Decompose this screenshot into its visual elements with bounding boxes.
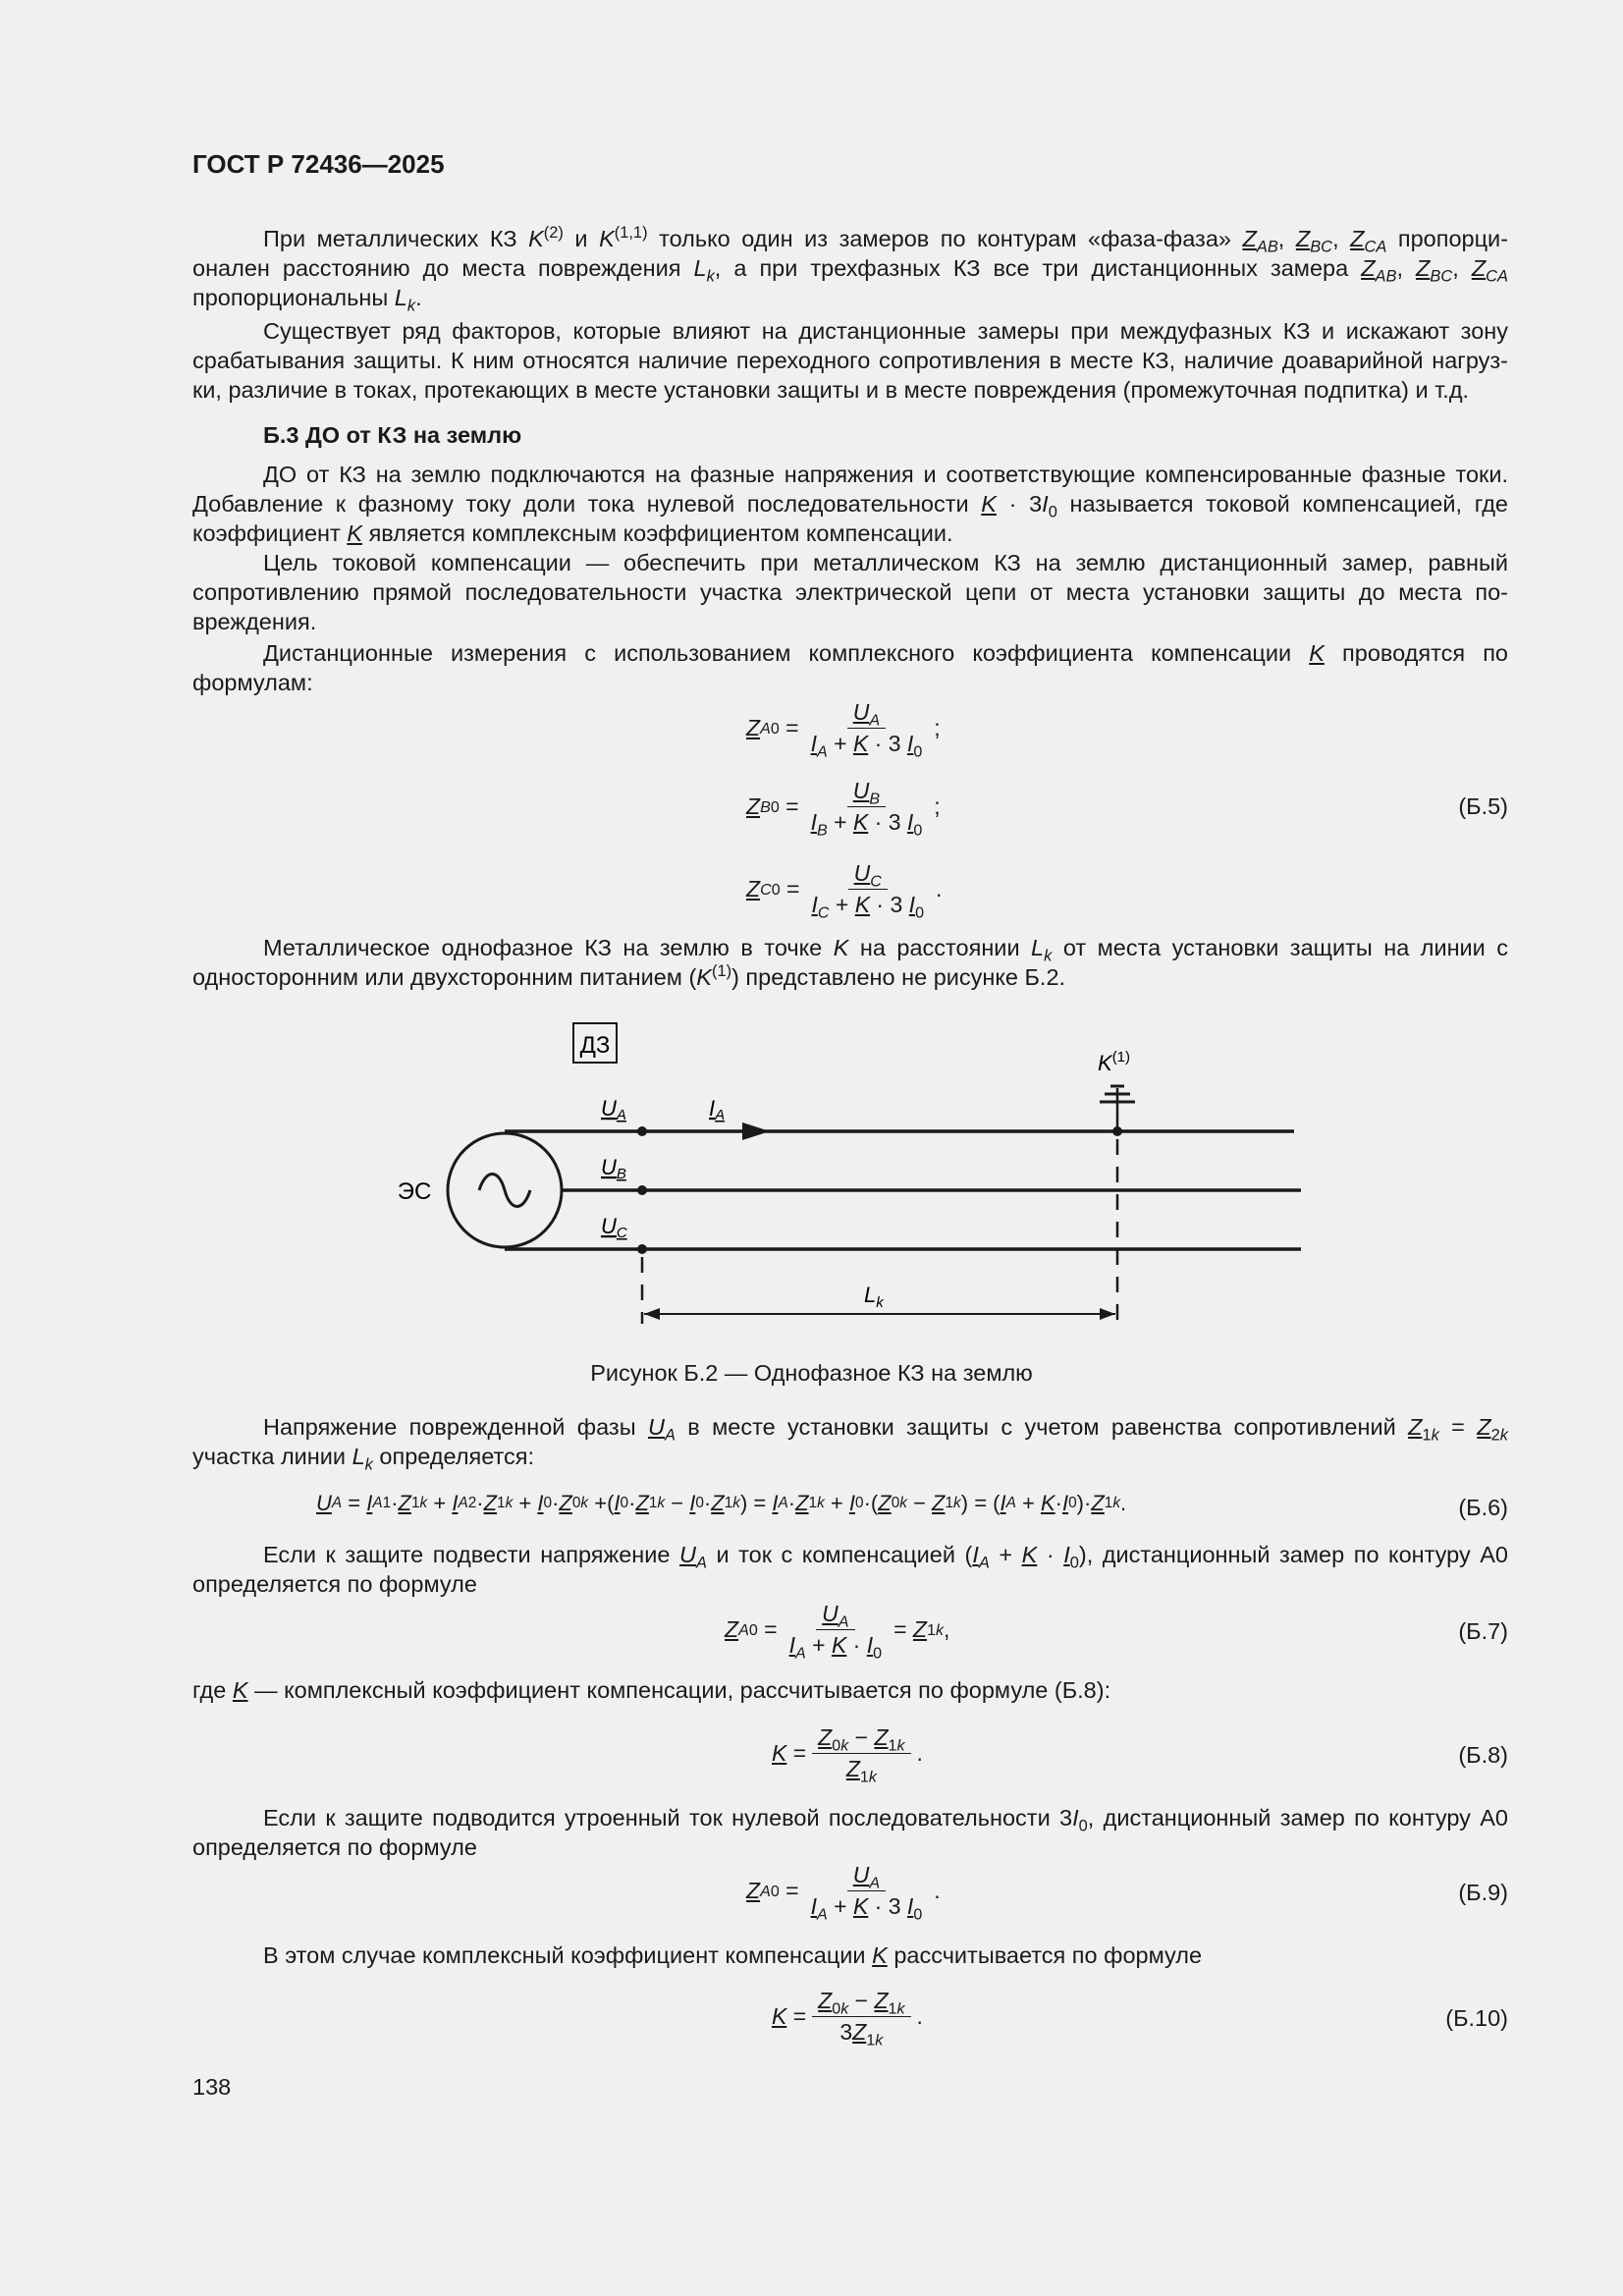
equation-k-3z: K = $\frac{Z_{0k} - Z_{1k}}{3Z_{1k}}$ . [772,1988,923,2050]
paragraph-1: При металлических КЗ $K^{(2)}$ и K$^{(1,1)}$ только один из замеров по контурам «фаза-фаза» $Z_{AB}$, $Z_{BC}$, $Z_{CA}$ пропорци- онален расстоянию до места повреждения $L_k$, а при трехфазных КЗ все три дистанционных замера $Z_{AB}$, $Z_{BC}$, $Z_{CA}$ пропорциональны $L_k$. [192,224,1509,315]
arrow-right-icon [1100,1308,1115,1320]
equation-za0-compensated: Z A 0 = $\frac{U_A}{I_A + K \cdot I_0}$ = Z 1k , [725,1601,950,1663]
current-arrow-icon [742,1122,770,1140]
equation-number: (Б.8) [1458,1742,1508,1768]
equation-za0-3i0: Z A 0 = $\frac{U_A}{I_A + K \cdot 3 I_0}$ . [746,1862,941,1924]
paragraph-5: Дистанционные измерения с использованием комплексного коэффициента компенсации K проводятся по формулам: [192,640,1508,695]
fault-label: $K^{(1)}$ [1098,1049,1131,1075]
ia-label: IA [709,1096,726,1123]
figure-caption: Рисунок Б.2 — Однофазное КЗ на землю [590,1360,1033,1386]
node-a [637,1126,647,1136]
figure-diagram [0,1011,1623,1355]
paragraph-3: ДО от КЗ на землю подключаются на фазные напряжения и соответствующие компенсированные фазные токи. Добавление к фазному току доли тока нулевой последовательности $K \cdot 3I_0$ называется токовой компенсацией, где коэффициент K является комплексным коэффициентом компенсации. [192,462,1508,546]
fault-node [1112,1126,1122,1136]
equation-number: (Б.5) [1458,793,1508,819]
box-label: ДЗ [579,1032,611,1059]
sine-icon [479,1175,530,1207]
source-label: ЭС [397,1178,432,1205]
uc-label: UC [601,1214,627,1241]
node-b [637,1185,647,1195]
document-header: ГОСТ Р 72436—2025 [192,149,445,179]
paragraph-10: Если к защите подводится утроенный ток нулевой последовательности $3I_0$, дистанционный замер по контуру A0 определяется по формуле [192,1805,1508,1860]
paragraph-4: Цель токовой компенсации — обеспечить при металлическом КЗ на землю дистанционный замер, равный сопротивлению прямой последовательности участка электрической цепи от места установки защиты до места по-вреждения. [192,550,1508,634]
arrow-left-icon [644,1308,660,1320]
paragraph-2: Существует ряд факторов, которые влияют на дистанционные замеры при междуфазных КЗ и искажают зону срабатывания защиты. К ним относятся наличие переходного сопротивления в месте КЗ, наличие доаварийной нагруз-ки, различие в токах, протекающих в месте установки защиты и в месте повреждения (промежуточная подпитка) и т.д. [192,318,1508,403]
ub-label: UB [601,1155,626,1182]
equation-ua: U A = I A 1 · Z 1k + I A 2 · Z 1k + I 0 · Z 0k +( I 0 · Z 1k − I 0 · Z 1k ) = I A · Z 1k + I 0 ·( Z 0k − Z 1k ) = ( I A + K · I 0 )· Z 1k . [316,1491,1127,1515]
section-heading: Б.3 ДО от КЗ на землю [263,422,522,448]
paragraph-9: где K — комплексный коэффициент компенсации, рассчитывается по формуле (Б.8): [192,1677,1111,1703]
paragraph-11: В этом случае комплексный коэффициент компенсации K рассчитывается по формуле [263,1942,1203,1968]
paragraph-7: Напряжение поврежденной фазы $U_A$ в месте установки защиты с учетом равенства сопротивлений $Z_{1k} = Z_{2k}$ участка линии $L_k$ определяется: [192,1414,1508,1474]
equation-za0: Z A 0 = $\frac{U_A}{I_A + K \cdot 3 I_0}$ ; [746,699,941,761]
paragraph-6: Металлическое однофазное КЗ на землю в точке K на расстоянии $L_k$ от места установки защиты на линии с односторонним или двухсторонним питанием $(K^{(1)})$ представлено не рисунке Б.2. [192,935,1509,990]
ua-label: UA [601,1096,626,1123]
equation-zb0: Z B 0 = $\frac{U_B}{I_B + K \cdot 3 I_0}$ ; [746,778,941,840]
equation-number: (Б.6) [1458,1495,1508,1520]
node-c [637,1244,647,1254]
equation-k: K = $\frac{Z_{0k} - Z_{1k}}{Z_{1k}}$ . [772,1724,923,1786]
equation-zc0: Z C 0 = $\frac{U_C}{I_C + K \cdot 3 I_0}$ . [746,860,943,922]
page-number: 138 [192,2074,232,2100]
equation-number: (Б.9) [1458,1880,1508,1905]
equation-number: (Б.7) [1458,1618,1508,1644]
equation-number: (Б.10) [1445,2005,1508,2031]
paragraph-8: Если к защите подвести напряжение $U_A$ и ток с компенсацией $(I_A + K \cdot I_0)$, дистанционный замер по контуру A0 определяется по формуле [192,1542,1508,1597]
distance-label: $L_k$ [864,1283,884,1311]
